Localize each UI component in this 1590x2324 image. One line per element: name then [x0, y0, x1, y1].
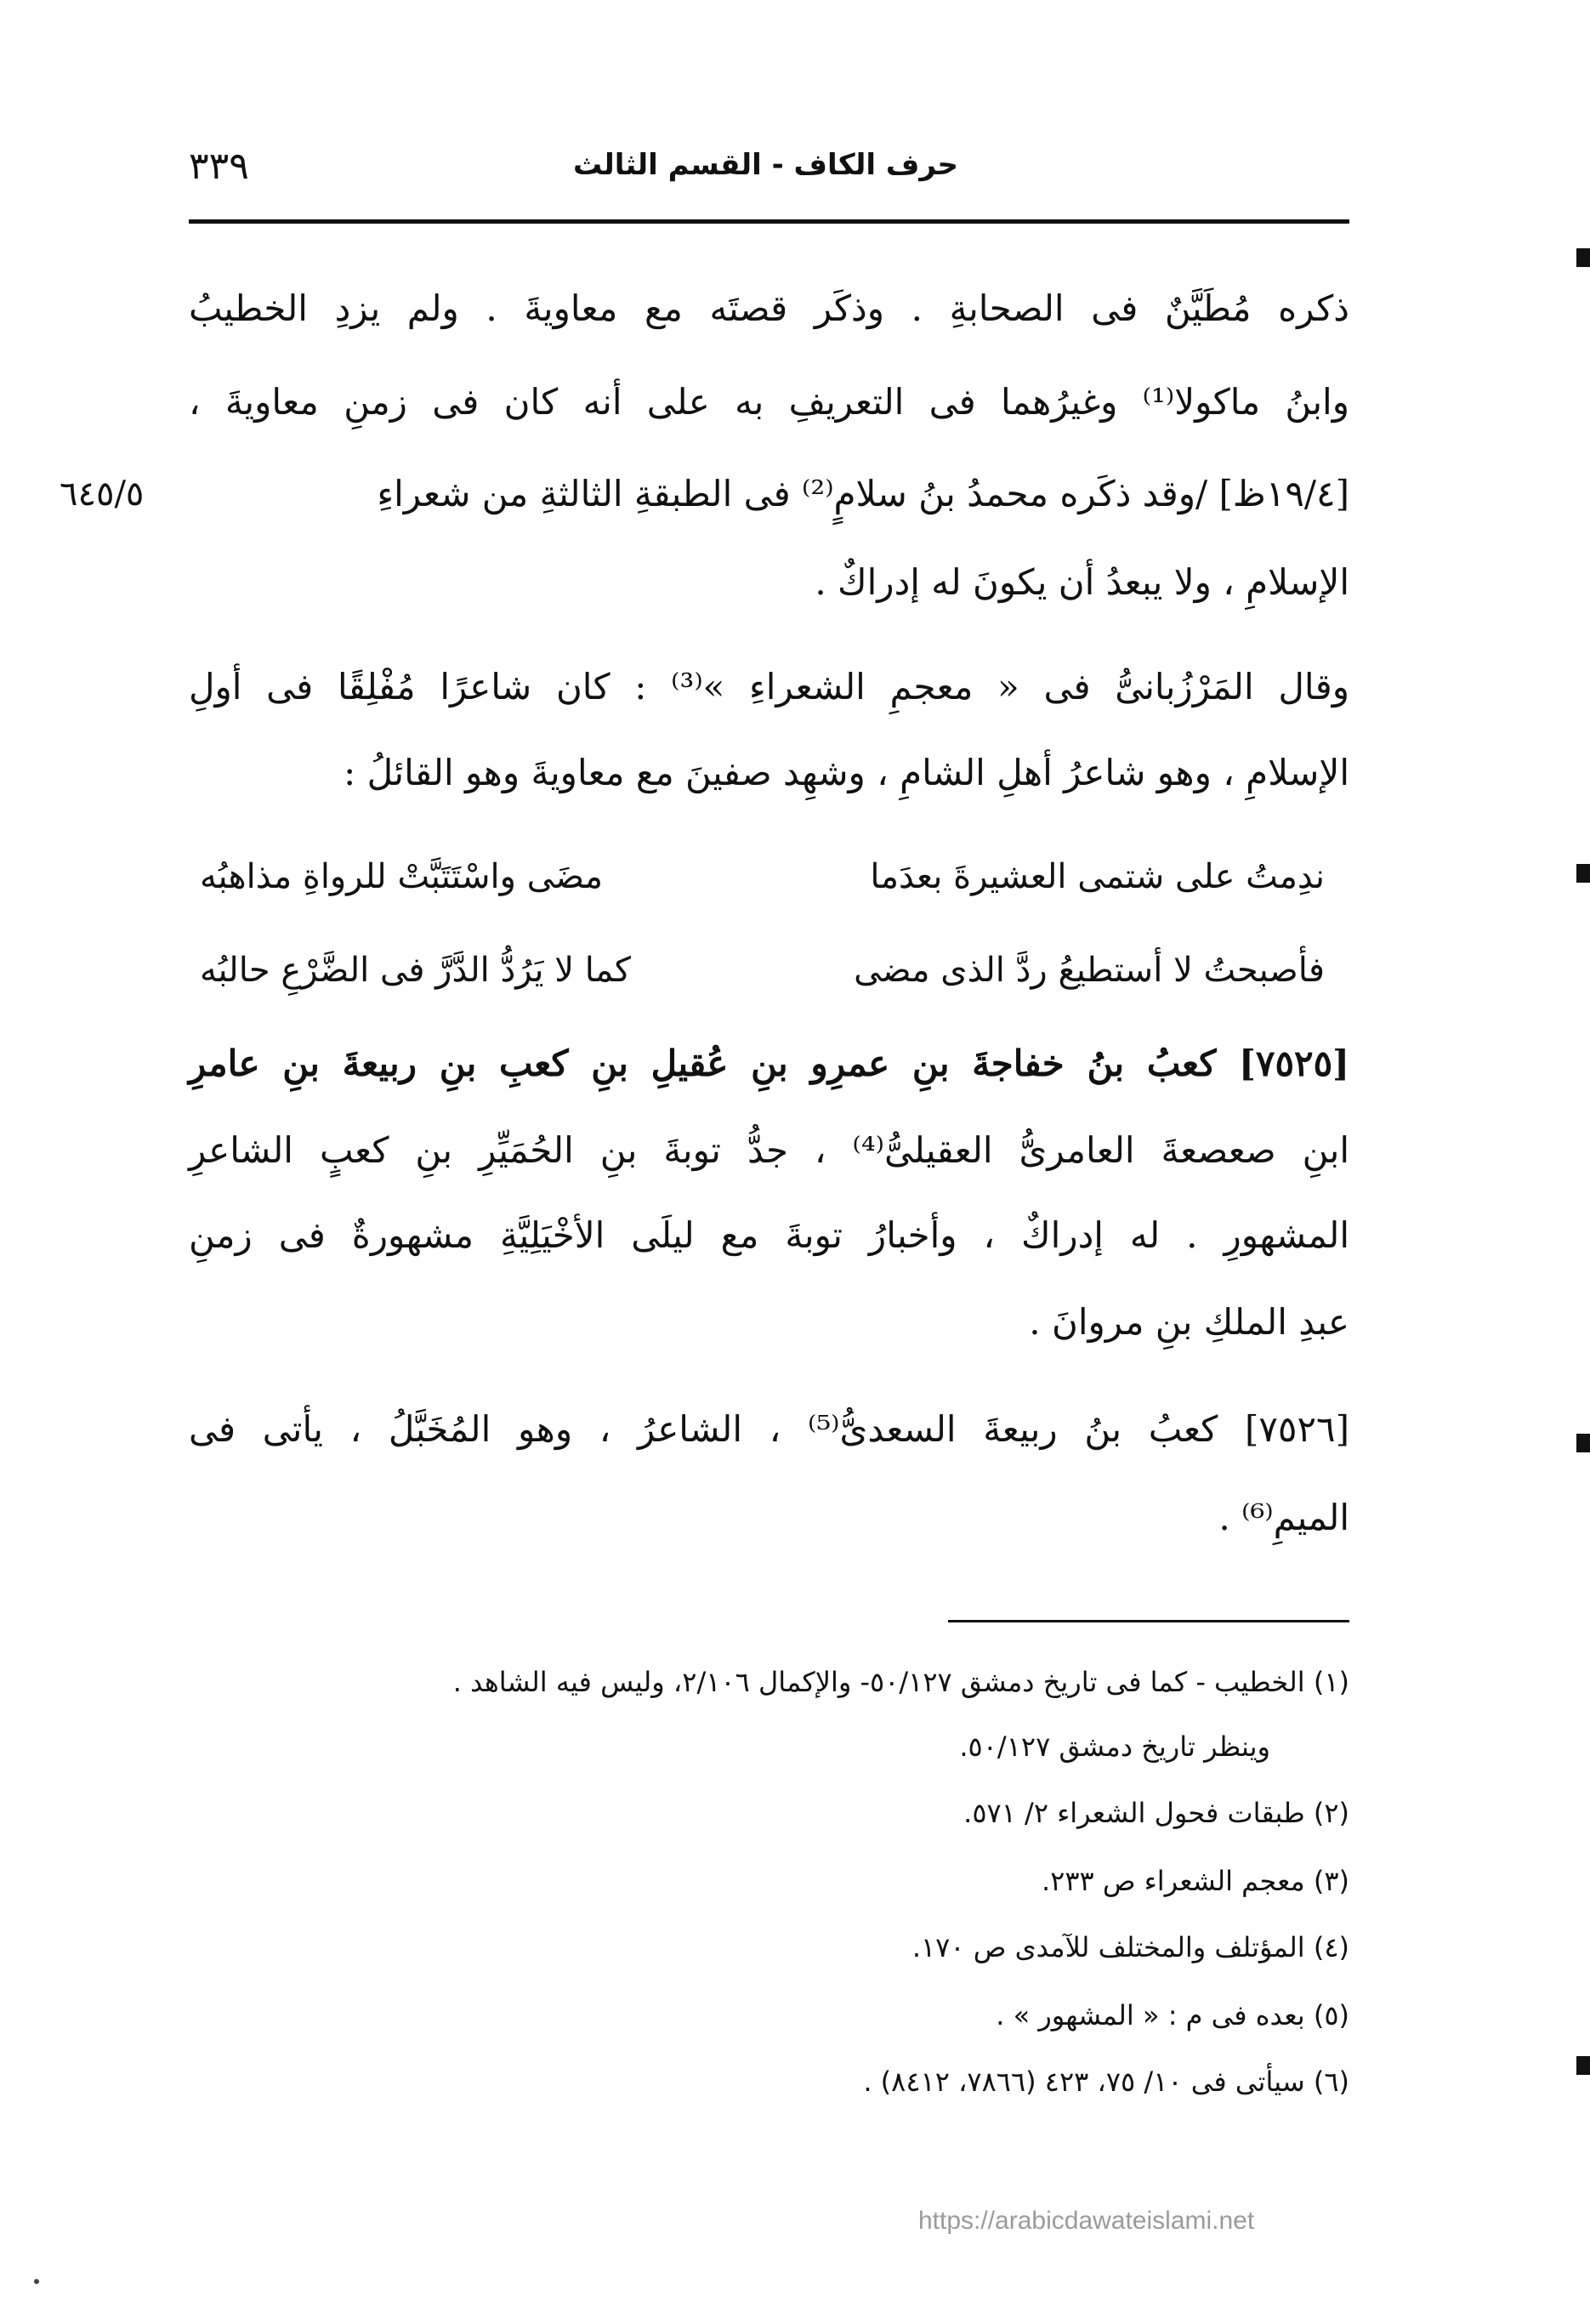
footnote: (٥) بعده فى م : « المشهور » .	[996, 1999, 1349, 2031]
footnote: (٢) طبقات فحول الشعراء ٢/ ٥٧١.	[963, 1797, 1349, 1829]
footnote: وينظر تاريخ دمشق ٥٠/١٢٧.	[959, 1730, 1270, 1763]
body-line: وقال المَرْزُبانىُّ فى « معجمِ الشعراءِ »⁽³⁾ : كان شاعرًا مُفْلِقًا فى أولِ	[189, 666, 1349, 707]
watermark-url: https://arabicdawateislami.net	[918, 2207, 1255, 2235]
margin-note: ٦٤٥/٥	[60, 474, 145, 514]
scan-margin-mark	[1576, 248, 1590, 267]
footnote-rule	[948, 1620, 1349, 1622]
header-rule	[189, 219, 1349, 224]
body-line: وابنُ ماكولا⁽¹⁾ وغيرُهما فى التعريفِ به على أنه كان فى زمنِ معاويةَ ،	[189, 381, 1350, 423]
entry-line: المشهورِ . له إدراكٌ ، وأخبارُ توبةَ مع ليلَى الأخْيَلِيَّةِ مشهورةٌ فى زمنِ	[189, 1214, 1349, 1256]
entry-heading: [٧٥٢٥] كعبُ بنُ خفاجةَ بنِ عمرِو بنِ عُقيلِ بنِ كعبِ بنِ ربيعةَ بنِ عامرِ	[189, 1043, 1349, 1084]
page-header	[189, 145, 1349, 192]
entry-line: عبدِ الملكِ بنِ مروانَ .	[1029, 1301, 1349, 1343]
body-line: الإسلامِ ، ولا يبعدُ أن يكونَ له إدراكٌ .	[815, 561, 1349, 603]
verse-hemistich: فأصبحتُ لا أستطيعُ ردَّ الذى مضى	[854, 951, 1325, 990]
scan-margin-mark	[1576, 864, 1590, 883]
entry-heading: [٧٥٢٦] كعبُ بنُ ربيعةَ السعدىُّ⁽⁵⁾ ، الشاعرُ ، وهو المُخَبَّلُ ، يأتى فى	[189, 1408, 1349, 1450]
verse-hemistich: مضَى واسْتَتَبَّتْ للرواةِ مذاهبُه	[200, 857, 604, 896]
entry-line: ابنِ صعصعةَ العامرىُّ العقيلىُّ⁽⁴⁾ ، جدُّ توبةَ بنِ الحُمَيِّرِ بنِ كعبٍ الشاعرِ	[189, 1129, 1349, 1171]
page-number: ٣٣٩	[189, 145, 249, 188]
scan-margin-mark	[1576, 2056, 1590, 2075]
body-line: الإسلامِ ، وهو شاعرُ أهلِ الشامِ ، وشهِد صفينَ مع معاويةَ وهو القائلُ :	[344, 752, 1349, 793]
verse-hemistich: ندِمتُ على شتمى العشيرةَ بعدَما	[870, 857, 1325, 896]
footnote: (٣) معجم الشعراء ص ٢٣٣.	[1041, 1865, 1349, 1897]
footnote: (١) الخطيب - كما فى تاريخ دمشق ٥٠/١٢٧- والإكمال ٢/١٠٦، وليس فيه الشاهد .	[452, 1666, 1349, 1698]
verse-hemistich: كما لا يَرُدُّ الدَّرَّ فى الضَّرْعِ حالبُه	[200, 951, 632, 990]
scan-speck	[34, 2279, 39, 2284]
body-line: [١٩/٤ظ] /وقد ذكَره محمدُ بنُ سلامٍ⁽²⁾ فى الطبقةِ الثالثةِ من شعراءِ	[377, 473, 1349, 514]
scan-margin-mark	[1576, 1434, 1590, 1452]
body-line: ذكره مُطَيَّنٌ فى الصحابةِ . وذكَر قصتَه مع معاويةَ . ولم يزدِ الخطيبُ	[189, 287, 1349, 329]
running-title: حرف الكاف - القسم الثالث	[572, 148, 958, 182]
entry-line: الميمِ⁽⁶⁾ .	[1218, 1497, 1349, 1538]
footnote: (٦) سيأتى فى ١٠/ ٧٥، ٤٢٣ (٧٨٦٦، ٨٤١٢) .	[863, 2065, 1349, 2098]
footnote: (٤) المؤتلف والمختلف للآمدى ص ١٧٠.	[911, 1931, 1349, 1963]
